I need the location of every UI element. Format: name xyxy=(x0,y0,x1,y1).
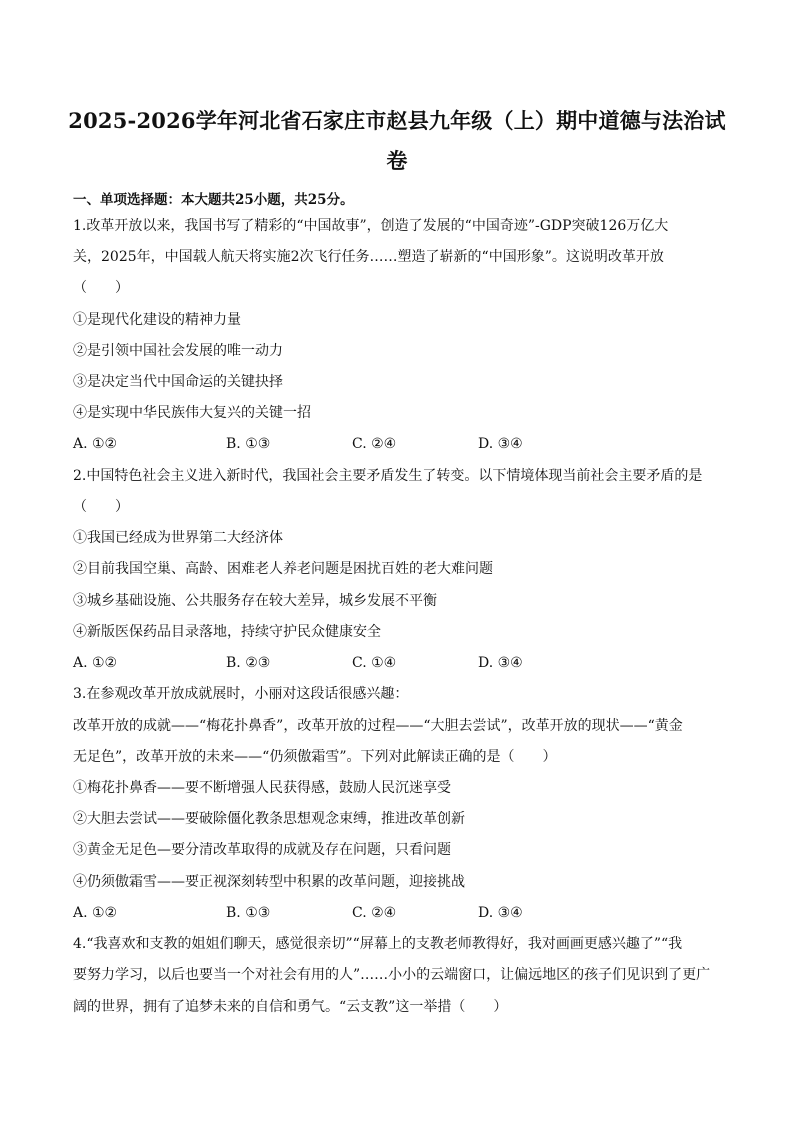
question-3-stem-line1: 3.在参观改革开放成就展时，小丽对这段话很感兴趣： xyxy=(73,686,409,702)
question-1-statement-4: ④是实现中华民族伟大复兴的关键一招 xyxy=(73,405,311,421)
section-heading: 一、单项选择题：本大题共25小题，共25分。 xyxy=(73,192,354,208)
question-3-stem-line3: 无足色”，改革开放的未来——“仍须傲霜雪”。下列对此解读正确的是（ ） xyxy=(73,749,557,765)
exam-title-line1: 2025-2026学年河北省石家庄市赵县九年级（上）期中道德与法治试 xyxy=(68,108,726,133)
question-1-stem-line1: 1.改革开放以来，我国书写了精彩的“中国故事”，创造了发展的“中国奇迹”-GDP突破126万亿大 xyxy=(73,218,669,234)
question-2-statement-1: ①我国已经成为世界第二大经济体 xyxy=(73,530,283,546)
question-1-blank: （ ） xyxy=(73,280,129,296)
question-2-statement-2: ②目前我国空巢、高龄、困难老人养老问题是困扰百姓的老大难问题 xyxy=(73,561,493,577)
question-2-option-a[interactable]: A. ①② xyxy=(73,655,118,671)
question-3-option-a[interactable]: A. ①② xyxy=(73,905,118,921)
question-2-option-d[interactable]: D. ③④ xyxy=(478,655,523,671)
question-1-options xyxy=(73,434,733,454)
question-1-statement-1: ①是现代化建设的精神力量 xyxy=(73,312,241,328)
question-2-statement-3: ③城乡基础设施、公共服务存在较大差异，城乡发展不平衡 xyxy=(73,593,437,609)
question-4-stem-line3: 阔的世界，拥有了追梦未来的自信和勇气。“云支教”这一举措（ ） xyxy=(73,999,508,1015)
exam-title-line2: 卷 xyxy=(386,148,408,173)
question-3-statement-2: ②大胆去尝试——要破除僵化教条思想观念束缚，推进改革创新 xyxy=(73,811,465,827)
question-3-statement-3: ③黄金无足色—要分清改革取得的成就及存在问题，只看问题 xyxy=(73,842,451,858)
question-3-options xyxy=(73,903,733,923)
question-3-statement-4: ④仍须傲霜雪——要正视深刻转型中积累的改革问题，迎接挑战 xyxy=(73,874,465,890)
question-2-statement-4: ④新版医保药品目录落地，持续守护民众健康安全 xyxy=(73,624,381,640)
question-1-statement-3: ③是决定当代中国命运的关键抉择 xyxy=(73,374,283,390)
question-3-statement-1: ①梅花扑鼻香——要不断增强人民获得感，鼓励人民沉迷享受 xyxy=(73,780,451,796)
question-1-option-b[interactable]: B. ①③ xyxy=(226,436,271,452)
question-1-option-a[interactable]: A. ①② xyxy=(73,436,118,452)
question-3-stem-line2: 改革开放的成就——“梅花扑鼻香”，改革开放的过程——“大胆去尝试”，改革开放的现状——“黄金 xyxy=(73,718,683,734)
question-3-option-d[interactable]: D. ③④ xyxy=(478,905,523,921)
question-4-stem-line2: 要努力学习，以后也要当一个对社会有用的人”……小小的云端窗口，让偏远地区的孩子们见识到了更广 xyxy=(73,967,711,983)
question-2-blank: （ ） xyxy=(73,499,129,515)
question-1-option-d[interactable]: D. ③④ xyxy=(478,436,523,452)
question-3-option-c[interactable]: C. ②④ xyxy=(352,905,397,921)
question-4-stem-line1: 4.“我喜欢和支教的姐姐们聊天，感觉很亲切”“屏幕上的支教老师教得好，我对画画更感兴趣了”“我 xyxy=(73,936,683,952)
question-2-option-b[interactable]: B. ②③ xyxy=(226,655,271,671)
question-2-option-c[interactable]: C. ①④ xyxy=(352,655,397,671)
question-1-statement-2: ②是引领中国社会发展的唯一动力 xyxy=(73,343,283,359)
question-3-option-b[interactable]: B. ①③ xyxy=(226,905,271,921)
question-2-options xyxy=(73,653,733,673)
question-1-stem-line2: 关，2025年，中国载人航天将实施2次飞行任务……塑造了崭新的“中国形象”。这说明改革开放 xyxy=(73,249,664,265)
question-1-option-c[interactable]: C. ②④ xyxy=(352,436,397,452)
question-2-stem-line1: 2.中国特色社会主义进入新时代，我国社会主要矛盾发生了转变。以下情境体现当前社会主要矛盾的是 xyxy=(73,468,703,484)
